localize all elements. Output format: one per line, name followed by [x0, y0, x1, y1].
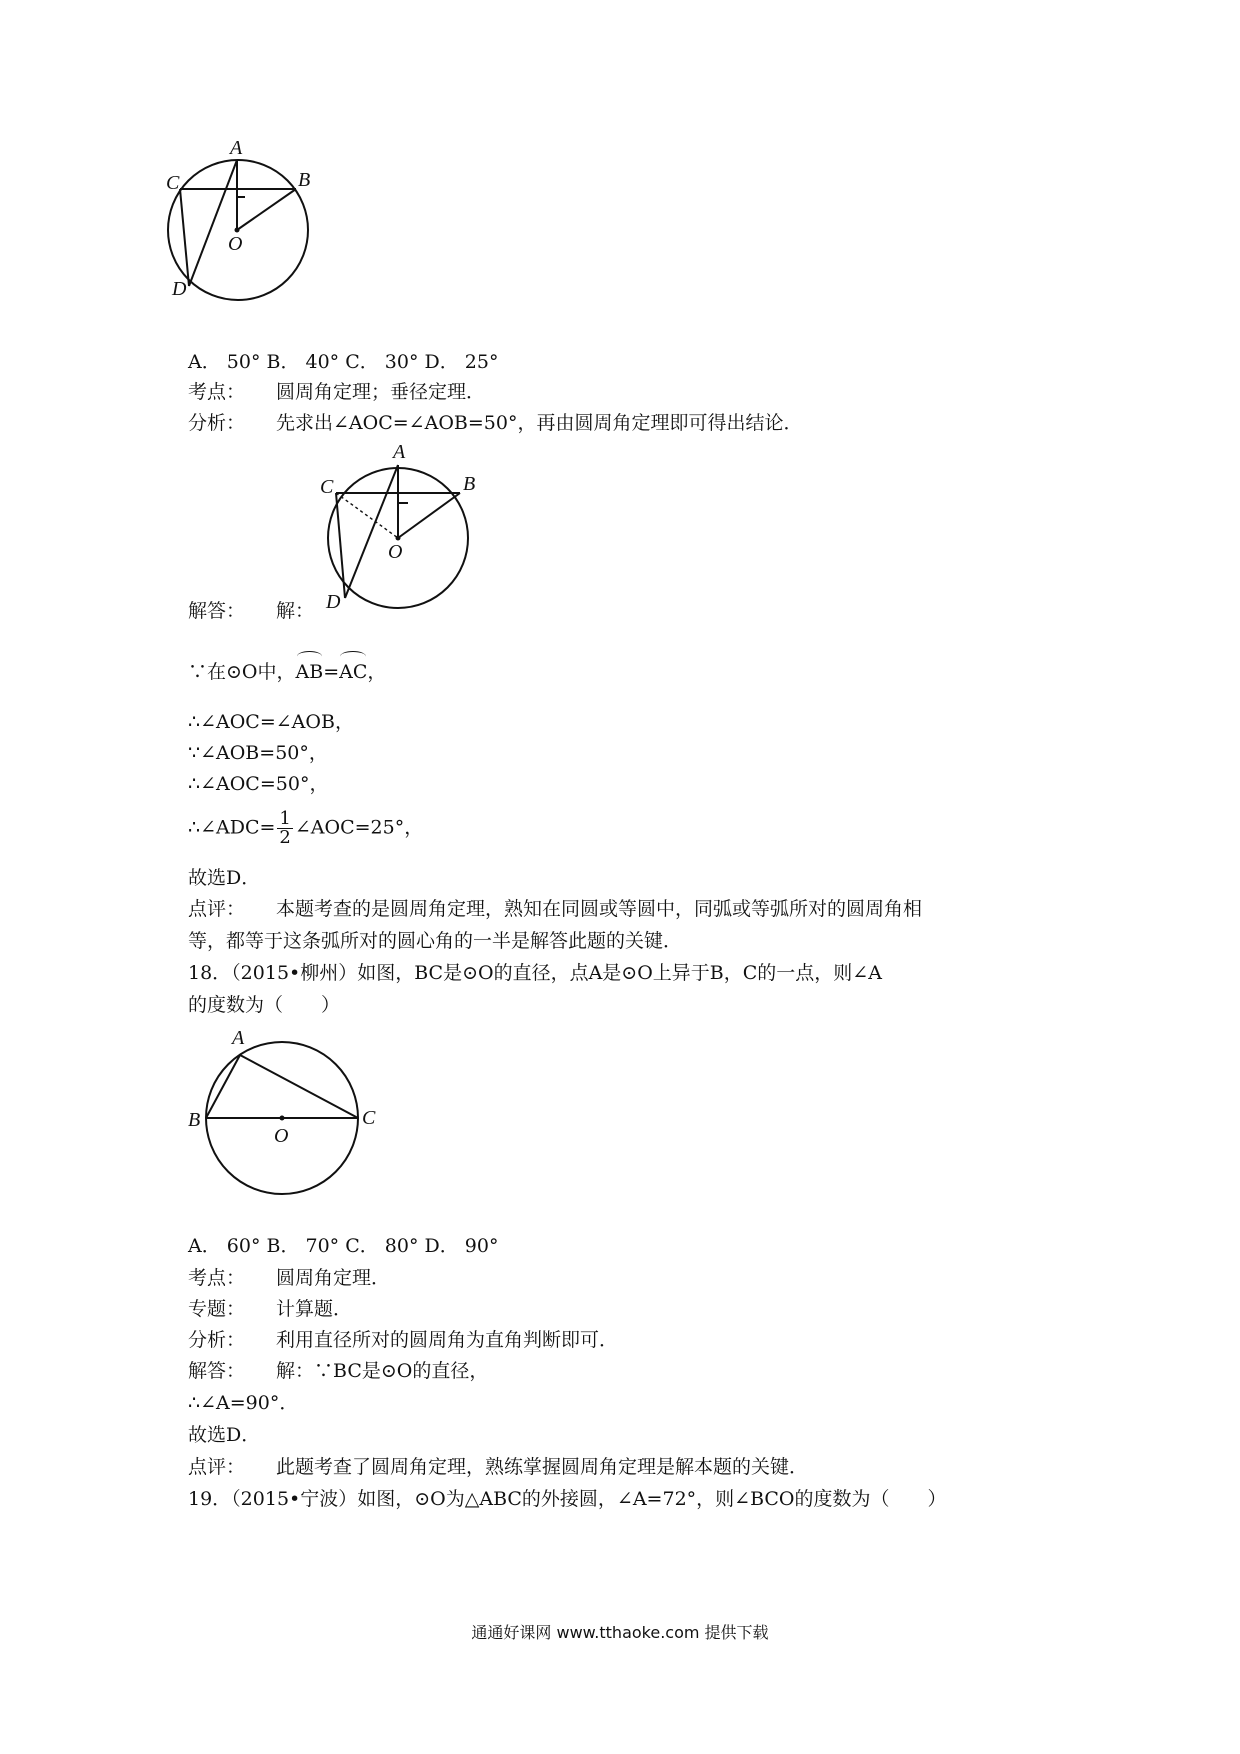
- fig3-label-b: B: [188, 1109, 201, 1131]
- fig1-label-d: D: [172, 278, 187, 300]
- jieda-label: 解答：: [188, 1360, 246, 1382]
- arc-equals: =: [323, 661, 340, 683]
- dianping-text: 此题考查了圆周角定理，熟练掌握圆周角定理是解本题的关键．: [276, 1456, 809, 1478]
- figure-q17-problem: [160, 132, 330, 312]
- q17-dianping: [188, 894, 922, 924]
- fig2-label-d: D: [326, 591, 341, 613]
- dianping-label: 点评：: [188, 898, 246, 920]
- fig2-label-a: A: [393, 443, 406, 463]
- kaodian-text: 圆周角定理．: [276, 1267, 391, 1289]
- q18-zhuanti: [188, 1294, 352, 1324]
- fraction-numerator: 1: [279, 808, 291, 829]
- jieda-text: 解：∵BC是⊙O的直径，: [276, 1360, 489, 1382]
- fraction-denominator: 2: [279, 827, 291, 848]
- q17-dianping-line2: 等，都等于这条弧所对的圆心角的一半是解答此题的关键．: [188, 930, 683, 952]
- fraction-one-half: [277, 810, 292, 847]
- figure-q18: [178, 1022, 388, 1202]
- zhuanti-label: 专题：: [188, 1298, 246, 1320]
- q18-fenxi: [188, 1325, 618, 1355]
- q18-answer: 故选D．: [188, 1424, 261, 1446]
- dianping-label: 点评：: [188, 1456, 246, 1478]
- q17-fenxi: [188, 408, 802, 438]
- fig1-label-b: B: [298, 169, 311, 191]
- footer-source: 通通好课网 www.tthaoke.com 提供下载: [471, 1623, 769, 1642]
- q18-kaodian: [188, 1263, 390, 1293]
- figure-q17-solution: [300, 443, 480, 618]
- q19-stem: 19．（2015•宁波）如图，⊙O为△ABC的外接圆，∠A=72°，则∠BCO的度数为（ ）: [188, 1488, 947, 1510]
- q18-dianping: [188, 1452, 808, 1482]
- kaodian-label: 考点：: [188, 1267, 246, 1289]
- fig1-label-c: C: [166, 172, 180, 194]
- step5-prefix: ∴∠ADC=: [188, 816, 276, 839]
- q18-step1: ∴∠A=90°．: [188, 1392, 299, 1414]
- q17-step5: [188, 810, 423, 847]
- q18-stem-line2: 的度数为（ ）: [188, 994, 341, 1016]
- q17-choices: A． 50° B． 40° C． 30° D． 25°: [188, 351, 499, 373]
- fig2-label-c: C: [320, 476, 334, 498]
- kaodian-label: 考点：: [188, 381, 246, 403]
- q18-stem-line1: 18．（2015•柳州）如图，BC是⊙O的直径，点A是⊙O上异于B，C的一点，则∠A: [188, 962, 882, 984]
- fig3-label-o: O: [274, 1125, 289, 1147]
- fig3-label-c: C: [362, 1107, 376, 1129]
- fenxi-label: 分析：: [188, 1329, 246, 1351]
- q17-step4: ∴∠AOC=50°，: [188, 773, 329, 795]
- fig1-label-a: A: [230, 137, 243, 159]
- fig2-label-o: O: [388, 541, 403, 563]
- dianping-line1: 本题考查的是圆周角定理，熟知在同圆或等圆中，同弧或等弧所对的圆周角相: [276, 898, 923, 920]
- q17-step1: [188, 657, 386, 687]
- step5-suffix: ∠AOC=25°，: [294, 816, 424, 839]
- q18-choices: A． 60° B． 70° C． 80° D． 90°: [188, 1235, 499, 1257]
- q18-jieda: [188, 1356, 488, 1386]
- fenxi-text: 先求出∠AOC=∠AOB=50°，再由圆周角定理即可得出结论．: [276, 412, 803, 434]
- fig3-label-a: A: [232, 1027, 245, 1049]
- fig1-label-o: O: [228, 233, 243, 255]
- kaodian-text: 圆周角定理；垂径定理．: [276, 381, 486, 403]
- q17-kaodian: [188, 377, 485, 407]
- q17-jieda: [188, 596, 314, 626]
- fig2-label-b: B: [463, 473, 476, 495]
- jieda-label: 解答：: [188, 600, 246, 622]
- zhuanti-text: 计算题．: [276, 1298, 353, 1320]
- arc-ac: AC: [339, 657, 367, 687]
- step1-prefix: ∵在⊙O中，: [188, 661, 296, 683]
- q17-answer: 故选D．: [188, 867, 261, 889]
- q17-step2: ∴∠AOC=∠AOB，: [188, 711, 354, 733]
- fenxi-label: 分析：: [188, 412, 246, 434]
- fenxi-text: 利用直径所对的圆周角为直角判断即可．: [276, 1329, 619, 1351]
- arc-ab: AB: [296, 657, 324, 687]
- q17-step3: ∵∠AOB=50°，: [188, 742, 328, 764]
- step1-suffix: ，: [367, 661, 387, 683]
- jieda-text: 解：: [276, 600, 315, 622]
